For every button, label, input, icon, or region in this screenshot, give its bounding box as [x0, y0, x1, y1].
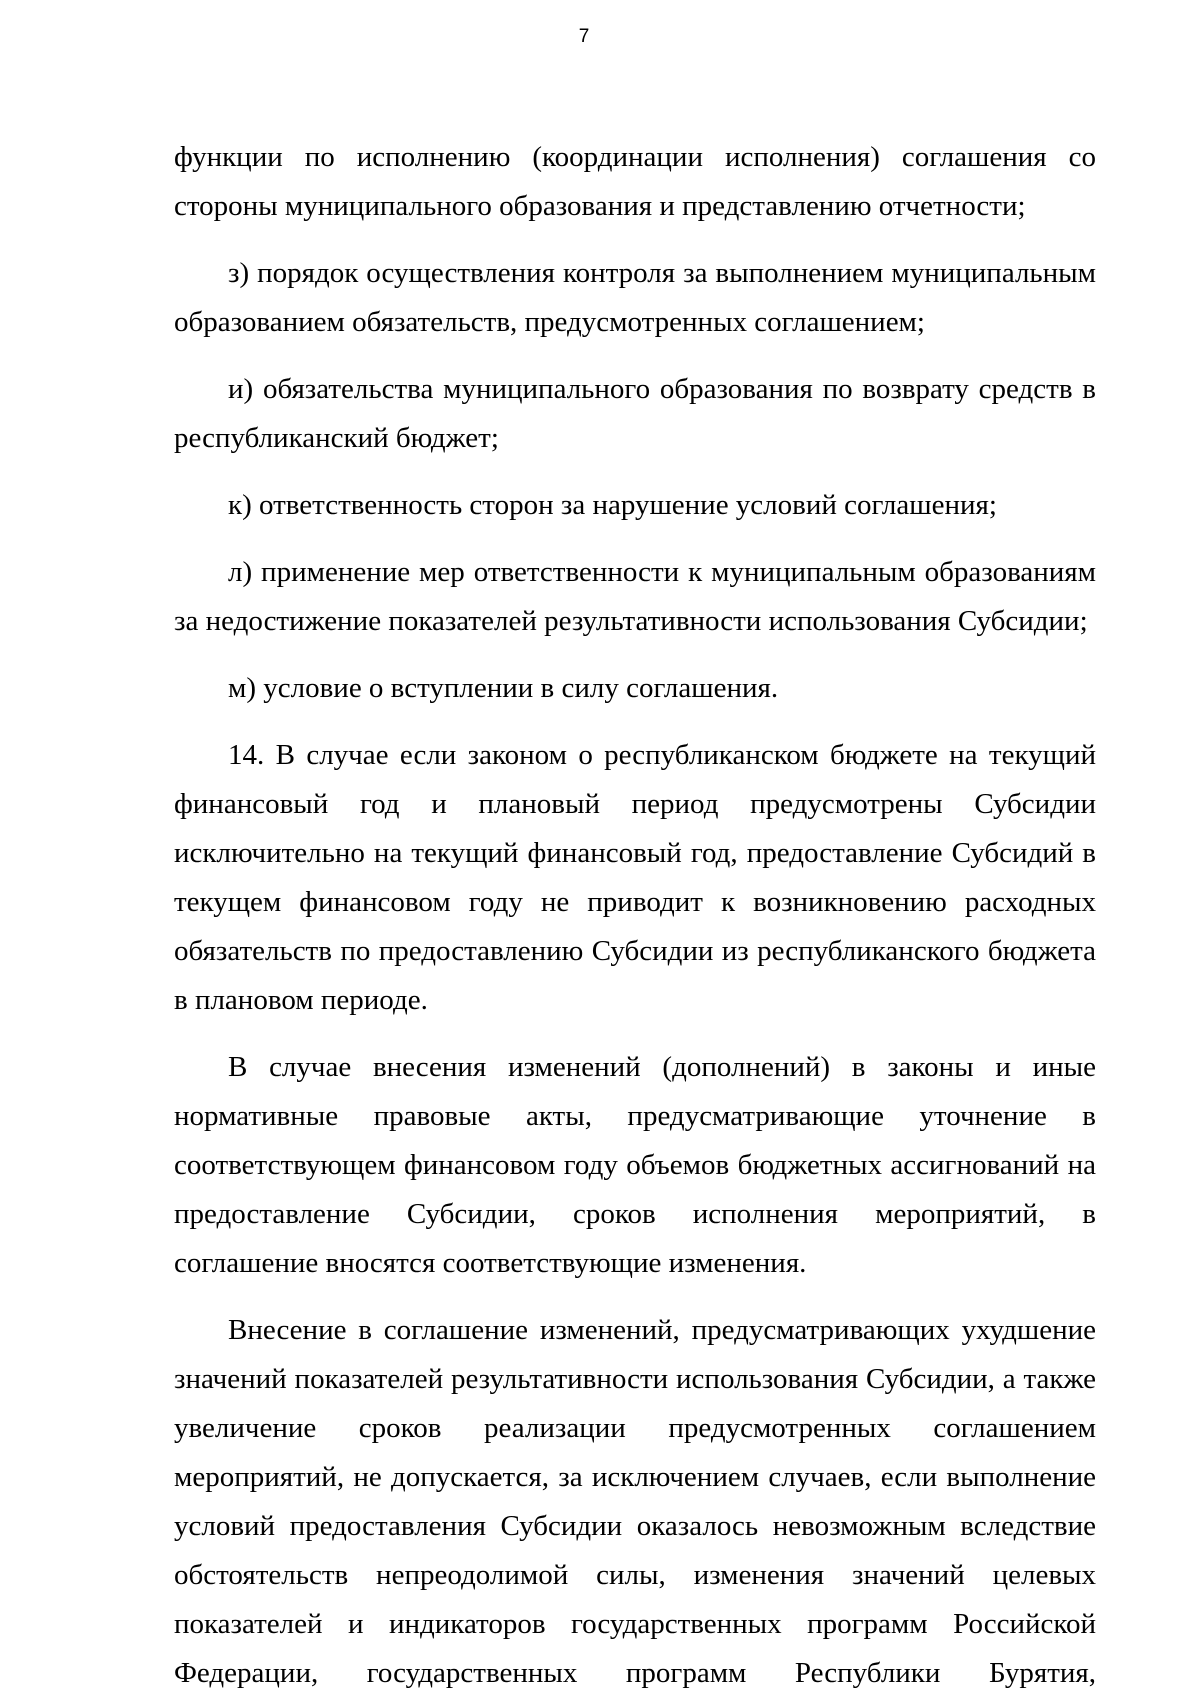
paragraph-restrictions: Внесение в соглашение изменений, предусматривающих ухудшение значений показателей результативности использования Субсидии, а также увеличение сроков реализации предусмотренных соглашением мероприятий, не допускается, за исключением случаев, если выполнение условий предоставления Субсидии оказалось невозможным вследствие обстоятельств непреодолимой силы, изменения значений целевых показателей и индикаторов государственных программ Российской Федерации, государственных программ Республики Бурятия, [174, 1314, 1096, 1689]
paragraph-amendments: В случае внесения изменений (дополнений) в законы и иные нормативные правовые акты, предусматривающие уточнение в соответствующем финансовом году объемов бюджетных ассигнований на предоставление Субсидии, сроков исполнения мероприятий, в соглашение вносятся соответствующие изменения. [174, 1051, 1096, 1279]
paragraph-item-i: и) обязательства муниципального образования по возврату средств в республиканский бюджет; [174, 373, 1096, 454]
paragraph-clause-14: 14. В случае если законом о республиканском бюджете на текущий финансовый год и плановый период предусмотрены Субсидии исключительно на текущий финансовый год, предоставление Субсидий в текущем финансовом году не приводит к возникновению расходных обязательств по предоставлению Субсидии из республиканского бюджета в плановом периоде. [174, 739, 1096, 1016]
paragraph-item-z: з) порядок осуществления контроля за выполнением муниципальным образованием обязательств, предусмотренных соглашением; [174, 257, 1096, 338]
paragraph-item-l: л) применение мер ответственности к муниципальным образованиям за недостижение показателей результативности использования Субсидии; [174, 556, 1096, 637]
paragraph-item-k: к) ответственность сторон за нарушение условий соглашения; [228, 489, 997, 521]
paragraph-item-m: м) условие о вступлении в силу соглашения. [228, 672, 779, 704]
paragraph-continuation: функции по исполнению (координации исполнения) соглашения со стороны муниципального образования и представлению отчетности; [174, 141, 1096, 222]
page-number: 7 [578, 26, 590, 47]
document-body [174, 133, 1096, 1698]
